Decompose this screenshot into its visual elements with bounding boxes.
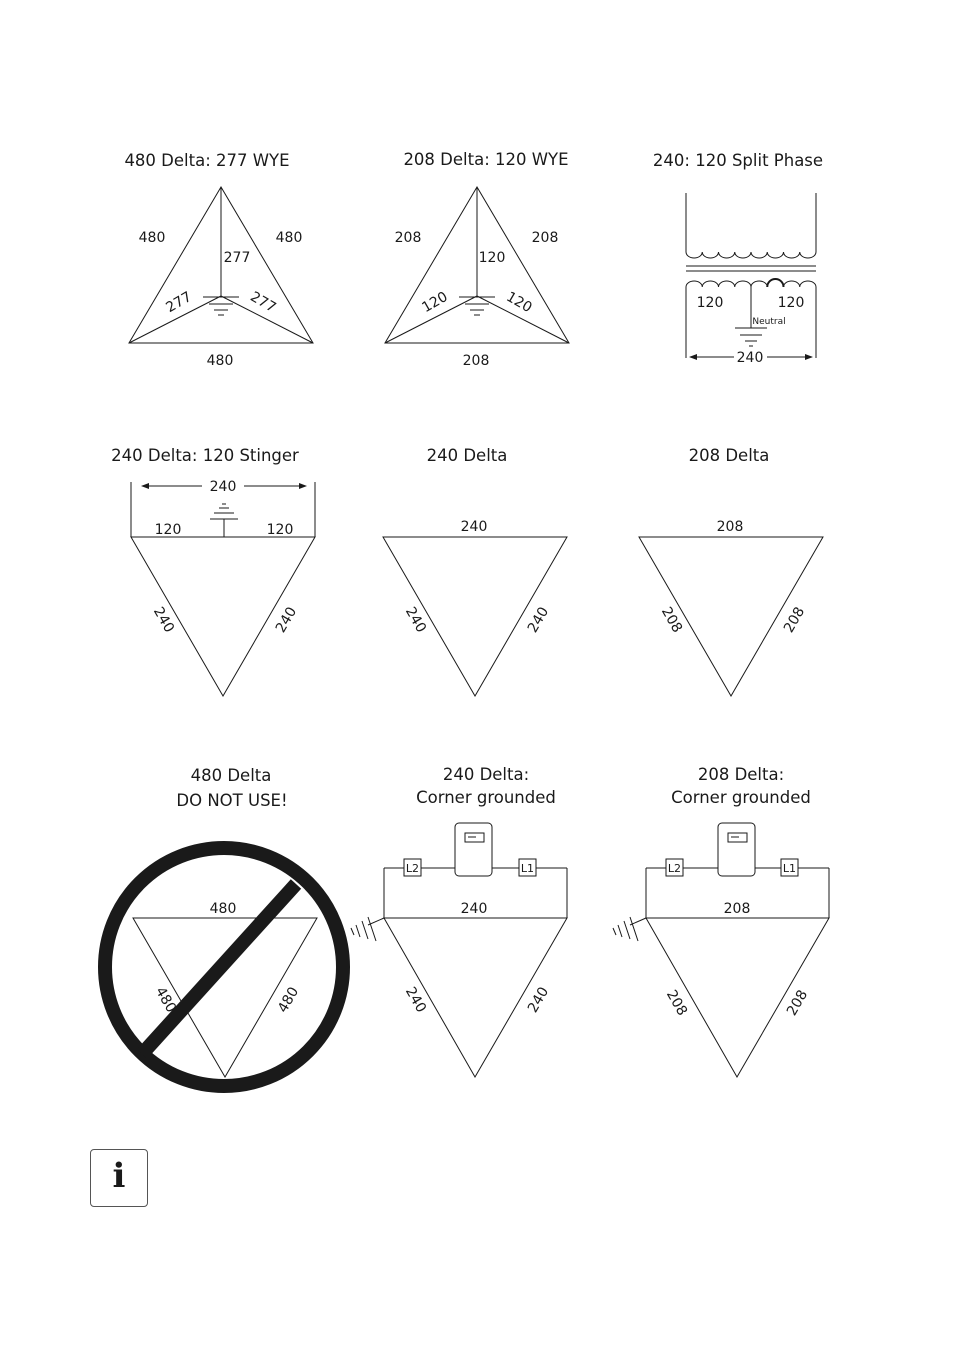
leg-label: 120 [154, 522, 182, 538]
side-label: 240 [460, 901, 488, 917]
ground-symbol [351, 917, 384, 941]
side-label: 240 [524, 984, 553, 1016]
transformer-symbol [686, 193, 816, 358]
side-label: 208 [531, 230, 559, 246]
diagram-title-line-2: Corner grounded [416, 788, 556, 807]
side-label: 208 [783, 987, 812, 1019]
ground-symbol [210, 504, 238, 537]
span-label: 240 [209, 479, 237, 495]
diagram-208-delta [639, 446, 823, 696]
diagram-208-delta-corner-grounded [613, 765, 829, 1077]
ground-symbol [613, 917, 646, 941]
diagram-title-line-2: Corner grounded [671, 788, 811, 807]
leg-label: 120 [777, 295, 805, 311]
diagram-title: 480 Delta: 277 WYE [124, 151, 290, 170]
side-label: 480 [151, 984, 180, 1016]
diagram-240-delta-corner-grounded [351, 765, 567, 1077]
leg-label: 120 [503, 288, 535, 317]
diagram-240-delta-120-stinger [111, 446, 315, 696]
prohibited-icon [105, 848, 343, 1086]
diagram-240-delta [383, 446, 567, 696]
terminal-l2 [666, 859, 683, 876]
terminal-l1 [781, 859, 798, 876]
ground-symbol [203, 297, 239, 315]
terminal-label: L1 [520, 862, 535, 875]
leg-label: 277 [163, 288, 195, 317]
diagram-title: 208 Delta [688, 446, 770, 465]
diagram-title-line-1: 480 Delta [190, 766, 272, 785]
side-label: 240 [460, 519, 488, 535]
leg-label: 277 [247, 288, 279, 317]
side-label: 208 [780, 604, 809, 636]
side-label: 480 [138, 230, 166, 246]
ground-symbol [735, 328, 767, 346]
diagram-title: 208 Delta: 120 WYE [403, 150, 569, 169]
diagram-240-120-split-phase [653, 151, 823, 366]
diagram-480-delta-277-wye [124, 151, 313, 369]
terminal-label: L1 [782, 862, 797, 875]
inverter-device-icon [718, 823, 755, 876]
leg-label: 120 [696, 295, 724, 311]
leg-label: 120 [266, 522, 294, 538]
leg-label: 277 [223, 250, 251, 266]
span-label: 240 [736, 350, 764, 366]
diagram-title-line-1: 208 Delta: [697, 765, 785, 784]
side-label: 480 [275, 230, 303, 246]
side-label: 480 [206, 353, 234, 369]
side-label: 240 [524, 604, 553, 636]
diagram-title: 240 Delta: 120 Stinger [111, 446, 299, 465]
side-label: 240 [149, 604, 178, 636]
side-label: 480 [274, 984, 303, 1016]
side-label: 208 [716, 519, 744, 535]
leg-label: 120 [478, 250, 506, 266]
diagram-title-line-2: DO NOT USE! [176, 791, 288, 810]
side-label: 240 [401, 984, 430, 1016]
terminal-label: L2 [405, 862, 420, 875]
diagram-title: 240: 120 Split Phase [652, 151, 824, 170]
neutral-label: Neutral [752, 317, 786, 327]
diagram-208-delta-120-wye [385, 150, 569, 369]
leg-label: 120 [419, 288, 451, 317]
info-icon [90, 1149, 148, 1207]
terminal-l2 [404, 859, 421, 876]
side-label: 208 [462, 353, 490, 369]
info-icon-glyph: i [112, 1156, 126, 1196]
side-label: 240 [401, 604, 430, 636]
diagram-title: 240 Delta [426, 446, 508, 465]
diagram-title-line-1: 240 Delta: [442, 765, 530, 784]
ground-symbol [459, 297, 495, 315]
side-label: 208 [723, 901, 751, 917]
terminal-l1 [519, 859, 536, 876]
terminal-label: L2 [667, 862, 682, 875]
side-label: 480 [209, 901, 237, 917]
side-label: 208 [662, 987, 691, 1019]
diagram-480-delta-do-not-use [105, 766, 343, 1086]
side-label: 208 [657, 604, 686, 636]
side-label: 240 [272, 604, 301, 636]
inverter-device-icon [455, 823, 492, 876]
side-label: 208 [394, 230, 422, 246]
